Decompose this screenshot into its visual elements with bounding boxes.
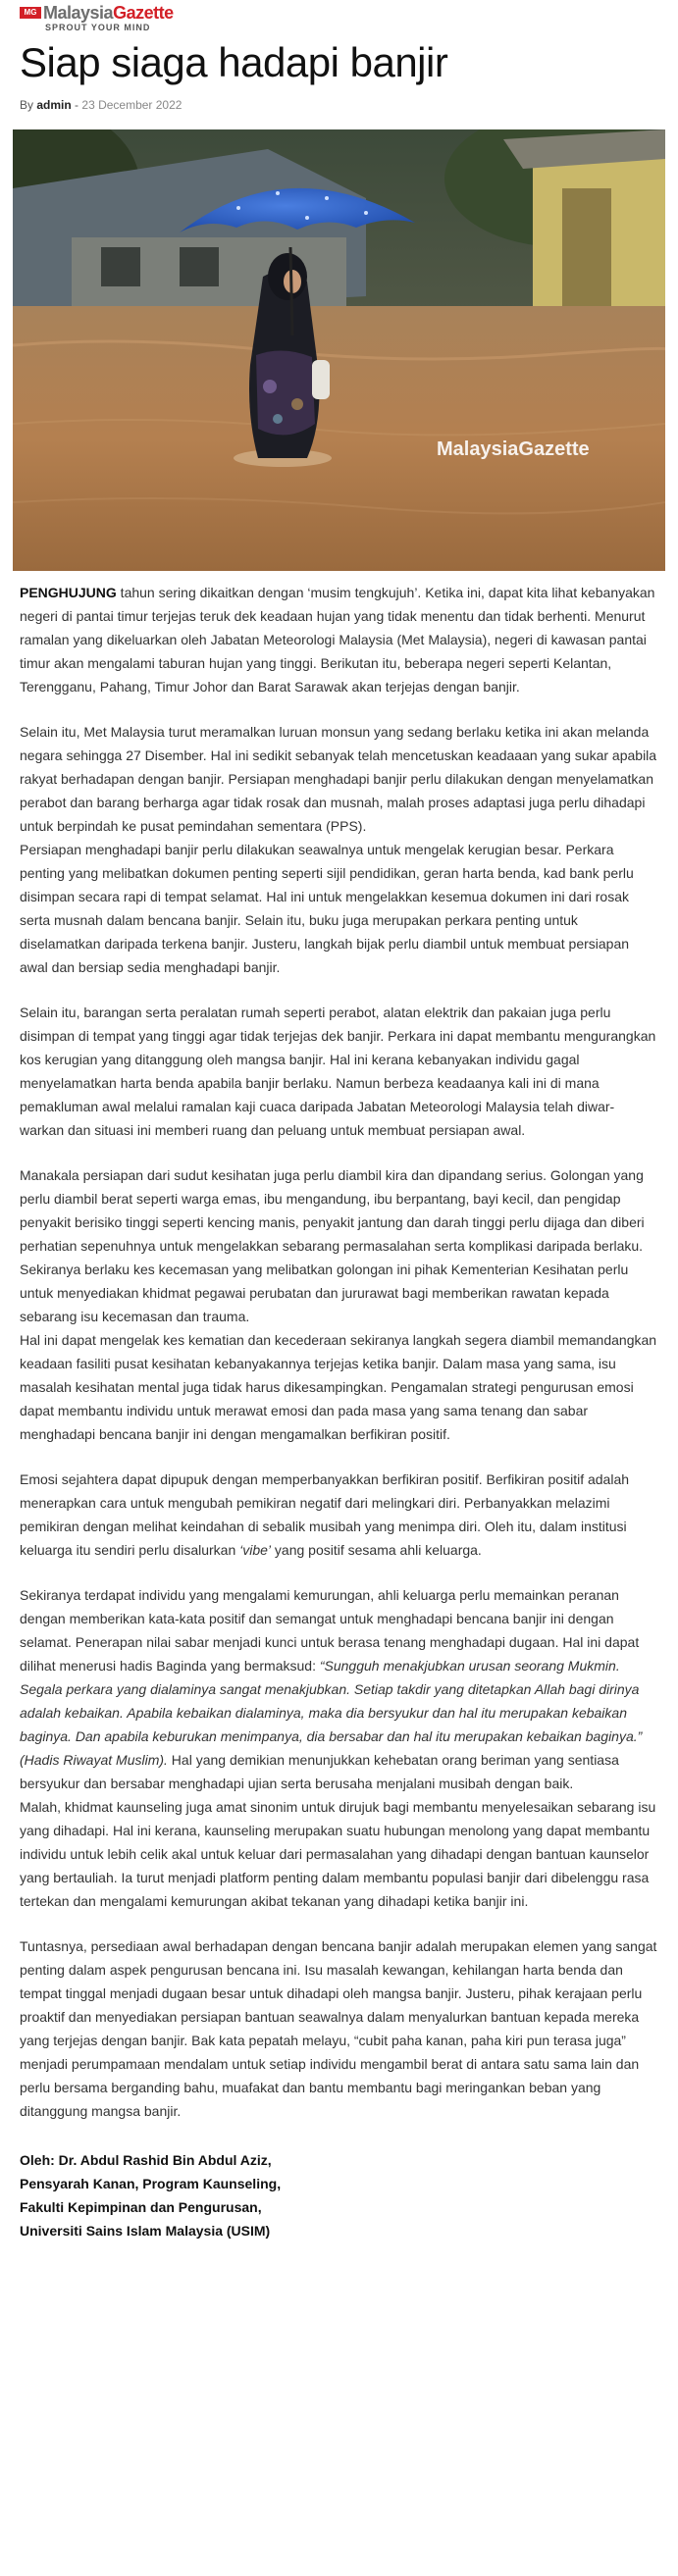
byline-prefix: By [20, 98, 34, 112]
paragraph-1: PENGHUJUNG tahun sering dikaitkan dengan ‘musim tengkujuh’. Ketika ini, dapat kita lihat kebanyakan negeri di pantai timur terjejas teruk dek keadaan hujan yang tidak menentu dan tidak berhenti. Menurut ramalan yang dikeluarkan oleh Jabatan Meteorologi Malaysia (Met Malaysia), negeri di kawasan pantai timur akan mengalami taburan hujan yang tinggi. Berikutan itu, beberapa negeri seperti Kelantan, Terengganu, Pahang, Timur Johor dan Barat Sarawak akan terjejas dengan banjir. [20, 585, 655, 695]
article-title: Siap siaga hadapi banjir [20, 39, 448, 85]
paragraph-3: Persiapan menghadapi banjir perlu dilakukan seawalnya untuk mengelak kerugian besar. Perkara penting yang melibatkan dokumen penting seperti sijil pendidikan, geran harta benda, kad bank perlu disimpan secara rapi di tempat selamat. Hal ini untuk mengelakkan kesemua dokumen ini dari rosak serta musnah dalam bencana banjir. Selain itu, buku juga merupakan perkara penting untuk diselamatkan daripada terkena banjir. Justeru, langkah bijak perlu diambil untuk membuat persiapan awal dan bersiap sedia menghadapi banjir. [20, 842, 634, 975]
paragraph-6: Hal ini dapat mengelak kes kematian dan kecederaan sekiranya langkah segera diambil memandangkan keadaan fasiliti pusat kesihatan kebanyakannya terjejas ketika banjir. Dalam masa yang sama, isu masalah kesihatan mental juga tidak harus dikesampingkan. Pengamalan strategi pengurusan emosi dapat membantu individu untuk merawat emosi dan pada masa yang sama tenang dan sabar menghadapi bencana banjir ini dengan mengamalkan berfikiran positif. [20, 1332, 657, 1442]
article-body [20, 581, 658, 2242]
site-logo[interactable] [43, 4, 174, 32]
byline-separator: - [75, 98, 79, 112]
site-tagline: SPROUT YOUR MIND [45, 23, 151, 32]
flood-photo [13, 129, 665, 571]
site-logo-badge[interactable]: MG [20, 7, 41, 19]
site-header [20, 0, 658, 37]
author-credit-line: Pensyarah Kanan, Program Kaunseling, [20, 2176, 282, 2191]
hadith-quote: “Sungguh menakjubkan urusan seorang Mukmin. Segala perkara yang dialaminya sangat menakjubkan. Setiap takdir yang ditetapkan Allah bagi dirinya adalah kebaikan. Apabila kebaikan dialaminya, maka dia bersyukur dan hal itu merupakan kebaikan baginya. Dan apabila keburukan menimpanya, dia bersabar dan hal itu merupakan kebaikan baginya.” (Hadis Riwayat Muslim). [20, 1658, 643, 1768]
paragraph-2: Selain itu, Met Malaysia turut meramalkan luruan monsun yang sedang berlaku ketika ini akan melanda negara sehingga 27 Disember. Hal ini sedikit sebanyak telah mencetuskan keadaaan yang sukar apabila rakyat berhadapan dengan banjir. Persiapan menghadapi banjir perlu dilakukan dengan menyelamatkan perabot dan barang berharga agar tidak rosak dan musnah, malah proses adaptasi juga perlu dihadapi untuk berpindah ke pusat pemindahan sementara (PPS). [20, 724, 657, 834]
author-credit-line: Oleh: Dr. Abdul Rashid Bin Abdul Aziz, [20, 2152, 272, 2168]
paragraph-5: Manakala persiapan dari sudut kesihatan juga perlu diambil kira dan dipandang serius. Golongan yang perlu diambil berat seperti warga emas, ibu mengandung, ibu berpantang, bayi kecil, dan pengidap penyakit berisiko tinggi seperti kencing manis, penyakit jantung dan darah tinggi perlu dijaga dan diberi perhatian sepenuhnya untuk mengelakkan sebarang permasalahan serta komplikasi daripada berlaku. Sekiranya berlaku kes kecemasan yang melibatkan golongan ini pihak Kementerian Kesihatan perlu untuk menyediakan khidmat pegawai perubatan dan jururawat bagi memberikan rawatan kepada sebarang isu kecemasan dan trauma. [20, 1167, 645, 1324]
author-link[interactable]: admin [36, 98, 72, 112]
author-credit-line: Fakulti Kepimpinan dan Pengurusan, [20, 2199, 262, 2215]
photo-watermark: MalaysiaGazette [437, 438, 590, 460]
author-credit-line: Universiti Sains Islam Malaysia (USIM) [20, 2223, 271, 2239]
paragraph-8: Sekiranya terdapat individu yang mengalami kemurungan, ahli keluarga perlu memainkan peranan dengan memberikan kata-kata positif dan semangat untuk menghadapi bencana banjir ini dengan selamat. Penerapan nilai sabar menjadi kunci untuk berasa tenang menghadapi dugaan. Hal ini dapat dilihat menerusi hadis Baginda yang bermaksud: “Sungguh menakjubkan urusan seorang Mukmin. Segala perkara yang dialaminya sangat menakjubkan. Setiap takdir yang ditetapkan Allah bagi dirinya adalah kebaikan. Apabila kebaikan dialaminya, maka dia bersyukur dan hal itu merupakan kebaikan baginya. Dan apabila keburukan menimpanya, dia bersabar dan hal itu merupakan kebaikan baginya.” (Hadis Riwayat Muslim). Hal yang demikian menunjukkan kehebatan orang beriman yang sentiasa bersyukur dan bersabar menghadapi ujian serta berusaha menjalani musibah dengan baik. [20, 1587, 643, 1791]
paragraph-4: Selain itu, barangan serta peralatan rumah seperti perabot, alatan elektrik dan pakaian juga perlu disimpan di tempat yang tinggi agar tidak terjejas dek banjir. Perkara ini dapat membantu mengurangkan kos kerugian yang ditanggung oleh mangsa banjir. Hal ini kerana kebanyakan individu gagal menyelamatkan harta benda apabila banjir berlaku. Namun berbeza keadaanya kali ini di mana pemakluman awal melalui ramalan kaji cuaca daripada Jabatan Meteorologi Malaysia telah diwar-warkan dan situasi ini memberi ruang dan peluang untuk membuat persiapan awal. [20, 1005, 656, 1138]
paragraph-7: Emosi sejahtera dapat dipupuk dengan memperbanyakkan berfikiran positif. Berfikiran positif adalah menerapkan cara untuk mengubah pemikiran negatif dari melingkari diri. Perbanyakkan melazimi pemikiran dengan melihat keindahan di sebalik musibah yang menimpa diri. Oleh itu, dalam institusi keluarga itu sendiri perlu disalurkan ‘vibe’ yang positif sesama ahli keluarga. [20, 1471, 630, 1558]
article-byline [20, 98, 658, 116]
lead-word: PENGHUJUNG [20, 585, 117, 600]
site-logo-name: MalaysiaGazette [43, 3, 174, 23]
featured-image [13, 129, 665, 571]
paragraph-10: Tuntasnya, persediaan awal berhadapan dengan bencana banjir adalah merupakan elemen yang sangat penting dalam aspek pengurusan bencana ini. Isu masalah kewangan, kehilangan harta benda dan tempat tinggal menjadi dugaan besar untuk dihadapi oleh mangsa banjir. Justeru, pihak kerajaan perlu proaktif dan menyediakan persiapan bantuan seawalnya dalam menyalurkan bantuan kepada mereka yang terjejas dengan banjir. Bak kata pepatah melayu, “cubit paha kanan, paha kiri pun terasa juga” menjadi perumpamaan mendalam untuk setiap individu mengambil berat di antara satu sama lain dan perlu bersama berganding bahu, muafakat dan bantu membantu bagi meringankan beban yang ditanggung mangsa banjir. [20, 1938, 657, 2119]
author-credit [20, 2148, 658, 2242]
paragraph-9: Malah, khidmat kaunseling juga amat sinonim untuk dirujuk bagi membantu menyelesaikan sebarang isu yang dihadapi. Hal ini kerana, kaunseling merupakan suatu hubungan menolong yang dapat membantu individu untuk lebih celik akal untuk keluar dari permasalahan yang dihadapi dengan bantuan kaunselor yang bertauliah. Ia turut menjadi platform penting dalam membantu populasi banjir dari dibelenggu rasa tertekan dan mengalami kemurungan akibat tekanan yang dihadapi ketika banjir ini. [20, 1799, 656, 1909]
publish-date: 23 December 2022 [81, 98, 183, 112]
